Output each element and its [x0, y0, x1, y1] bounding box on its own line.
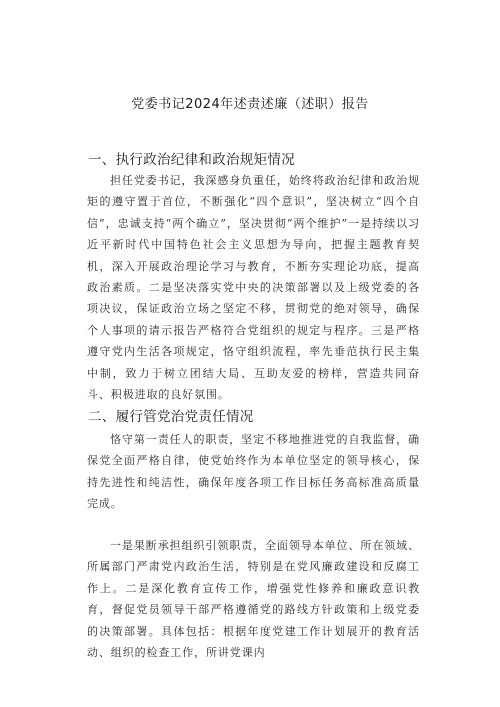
section-1-paragraph-1: 担任党委书记，我深感身负重任，始终将政治纪律和政治规矩的遵守置于首位，不断强化“四个意识”，坚决树立“四个自信”，忠诚支持“两个确立”，坚决贯彻“两个维护”一是持续以习近平新时代中国特色社会主义思想为导向，把握主题教育契机，深入开展政治理论学习与教育，不断夯实理论功底，提高政治素质。二是坚决落实党中央的决策部署以及上级党委的各项决议，保证政治立场之坚定不移，贯彻党的绝对领导，确保个人事项的请示报告严格符合党组织的规定与程序。三是严格遵守党内生活各项规定，恪守组织流程，率先垂范执行民主集中制，致力于树立团结大局、互助友爱的榜样，营造共同奋斗、积极进取的良好氛围。 [87, 174, 420, 402]
section-2-paragraph-1: 恪守第一责任人的职责，坚定不移地推进党的自我监督，确保党全面严格自律，使党始终作为本单位坚定的领导核心，保持先进性和纯洁性，确保年度各项工作目标任务高标准高质量完成。 [87, 433, 420, 511]
section-heading-1: 一、执行政治纪律和政治规矩情况 [88, 152, 295, 168]
document-title: 党委书记2024年述责述廉（述职）报告 [131, 97, 369, 112]
section-heading-2: 二、履行管党治党责任情况 [88, 409, 254, 425]
section-2-paragraph-2: 一是果断承担组织引领职责，全面领导本单位、所在领域、所属部门严肃党内政治生活，特别是在党风廉政建设和反腐工作上。二是深化教育宣传工作，增强党性修养和廉政意识教育，督促党员领导干部严格遵循党的路线方针政策和上级党委的决策部署。具体包括：根据年度党建工作计划展开的教育活动、组织的检查工作，所讲党课内 [87, 539, 420, 660]
